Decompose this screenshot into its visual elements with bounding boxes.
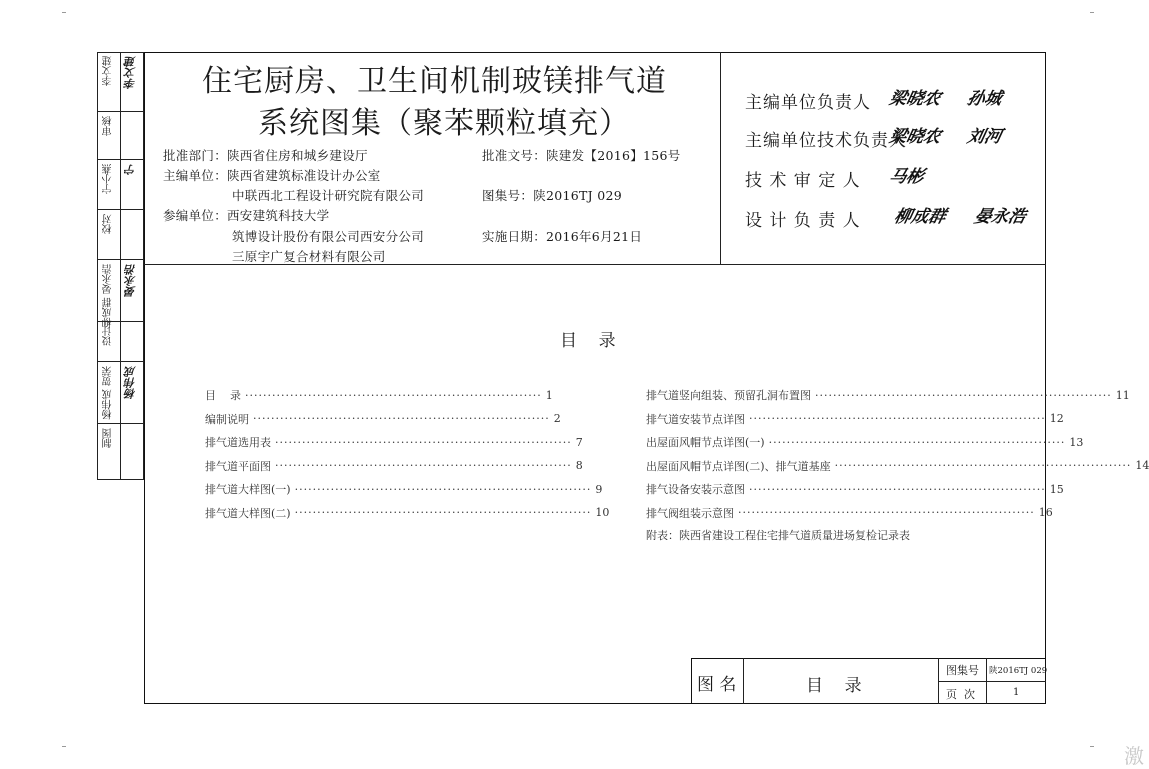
implementation-date: 实施日期：2016年6月21日 — [482, 229, 643, 244]
toc-entry-title: 排气道竖向组装、预留孔洞布置图 — [646, 389, 811, 402]
toc-entry-title: 排气道大样图(一) — [205, 483, 291, 496]
toc-page-number: 12 — [1049, 412, 1064, 425]
toc-entry — [205, 481, 603, 497]
toc-entry-title: 排气道安装节点详图 — [646, 412, 745, 426]
partner-unit-3: 三原宇广复合材料有限公司 — [232, 249, 386, 264]
toc-page-number: 11 — [1115, 388, 1130, 402]
toc-entry-title: 排气设备安装示意图 — [646, 483, 745, 496]
toc-page-number: 13 — [1069, 435, 1084, 449]
corner-mark — [62, 12, 66, 17]
chief-unit-1: 主编单位：陕西省建筑标准设计办公室 — [163, 168, 381, 183]
header-vertical-divider — [720, 52, 721, 264]
toc-entry — [646, 387, 1130, 403]
side-cell-signature: 晏永浩 — [124, 264, 137, 297]
toc-page-number: 15 — [1049, 482, 1064, 496]
atlas-number: 图集号：陕2016TJ 029 — [482, 188, 622, 203]
toc-entry — [205, 434, 583, 450]
toc-page-number: 9 — [595, 482, 603, 496]
chief-unit-2: 中联西北工程设计研究院有限公司 — [232, 188, 425, 203]
toc-entry — [646, 434, 1084, 450]
toc-leader-dots: ·································································· — [275, 459, 572, 472]
toc-entry-title: 编制说明 — [205, 412, 249, 426]
side-strip-mid-line — [120, 52, 121, 480]
toc-leader-dots: ·································································· — [815, 388, 1112, 402]
toc-leader-dots: ·································································· — [294, 506, 592, 519]
title-block-divider — [743, 658, 744, 704]
toc-leader-dots: ·································································· — [245, 388, 542, 402]
side-cell-signature: 杨伟成 — [124, 366, 137, 399]
toc-entry — [205, 411, 561, 427]
drawing-name-label: 图 名 — [697, 675, 737, 695]
side-cell-role: 柳成群 晏永浩 — [103, 264, 114, 328]
atlas-title-line2: 系统图集（聚苯颗粒填充） — [258, 106, 630, 141]
signature-2: 孙城 — [965, 89, 1004, 109]
toc-entry — [646, 411, 1064, 427]
side-cell-role: 制图 — [103, 428, 114, 448]
side-cell-signature: 李文建 — [124, 56, 137, 89]
toc-entry — [646, 505, 1053, 521]
toc-page-number: 14 — [1135, 459, 1149, 472]
partner-unit-2: 筑博设计股份有限公司西安分公司 — [232, 229, 425, 244]
toc-leader-dots: ·································································· — [253, 412, 550, 425]
toc-entry-title: 排气道选用表 — [205, 436, 271, 449]
corner-mark — [1090, 746, 1094, 751]
toc-entry — [205, 505, 610, 521]
toc-page-number: 8 — [575, 459, 583, 472]
toc-appendix: 附表：陕西省建设工程住宅排气道质量进场复检记录表 — [646, 529, 910, 542]
page-number-label: 页 次 — [946, 688, 975, 701]
toc-entry-title: 出屋面风帽节点详图(一) — [646, 436, 765, 449]
atlas-number-label: 图集号 — [946, 664, 979, 677]
toc-page-number: 10 — [595, 506, 610, 519]
toc-entry-title: 排气阀组装示意图 — [646, 506, 734, 520]
toc-leader-dots: ·································································· — [834, 459, 1132, 472]
corner-mark — [1090, 12, 1094, 17]
signature-2: 刘河 — [965, 127, 1004, 147]
approval-dept: 批准部门：陕西省住房和城乡建设厅 — [163, 148, 368, 163]
signature-2: 晏永浩 — [972, 207, 1028, 227]
toc-leader-dots: ·································································· — [738, 506, 1035, 519]
title-block-divider — [938, 681, 1046, 682]
toc-leader-dots: ·································································· — [749, 482, 1046, 496]
corner-mark — [62, 746, 66, 751]
toc-leader-dots: ·································································· — [768, 435, 1066, 449]
toc-entry-title: 目 录 — [205, 389, 241, 402]
signature-label: 主编单位技术负责人 — [745, 131, 907, 151]
approval-number: 批准文号：陕建发【2016】156号 — [482, 148, 681, 163]
signature-1: 马彬 — [887, 167, 926, 187]
signature-label: 技 术 审 定 人 — [745, 171, 861, 191]
toc-page-number: 2 — [553, 412, 561, 425]
atlas-title-line1: 住宅厨房、卫生间机制玻镁排气道 — [202, 64, 667, 99]
toc-entry — [205, 458, 583, 474]
side-cell-role: 审核 — [103, 116, 114, 136]
toc-entry-title: 排气道大样图(二) — [205, 506, 291, 520]
watermark: 激 — [1124, 744, 1144, 768]
side-cell-role: 宁小燕 — [103, 164, 114, 194]
signature-label: 主编单位负责人 — [745, 93, 871, 113]
toc-leader-dots: ·································································· — [749, 412, 1046, 425]
signature-1: 柳成群 — [892, 207, 948, 227]
signature-1: 梁晓农 — [887, 127, 943, 147]
side-cell-role: 李文建 — [103, 56, 114, 86]
toc-leader-dots: ·································································· — [275, 435, 572, 449]
toc-page-number: 1 — [545, 388, 553, 402]
toc-entry — [646, 481, 1064, 497]
page-number-value: 1 — [1013, 687, 1020, 698]
toc-entry — [205, 387, 553, 403]
toc-page-number: 7 — [575, 435, 583, 449]
toc-entry — [646, 458, 1149, 474]
toc-entry-title: 排气道平面图 — [205, 459, 271, 473]
toc-leader-dots: ·································································· — [294, 482, 592, 496]
side-cell-role: 设计 — [103, 326, 114, 346]
side-cell-role: 校对 — [103, 214, 114, 234]
toc-heading: 目 录 — [560, 331, 616, 351]
signature-1: 梁晓农 — [887, 89, 943, 109]
side-cell-signature: 宁 — [124, 164, 137, 175]
toc-page-number: 16 — [1038, 506, 1053, 519]
partner-unit-1: 参编单位：西安建筑科技大学 — [163, 208, 330, 223]
toc-entry-title: 出屋面风帽节点详图(二)、排气道基座 — [646, 459, 831, 473]
signature-label: 设 计 负 责 人 — [745, 211, 861, 231]
atlas-number-value: 陕2016TJ 029 — [989, 666, 1048, 676]
drawing-name-value: 目 录 — [806, 676, 862, 696]
side-cell-role: 杨伟成 贺荣 — [103, 366, 114, 420]
